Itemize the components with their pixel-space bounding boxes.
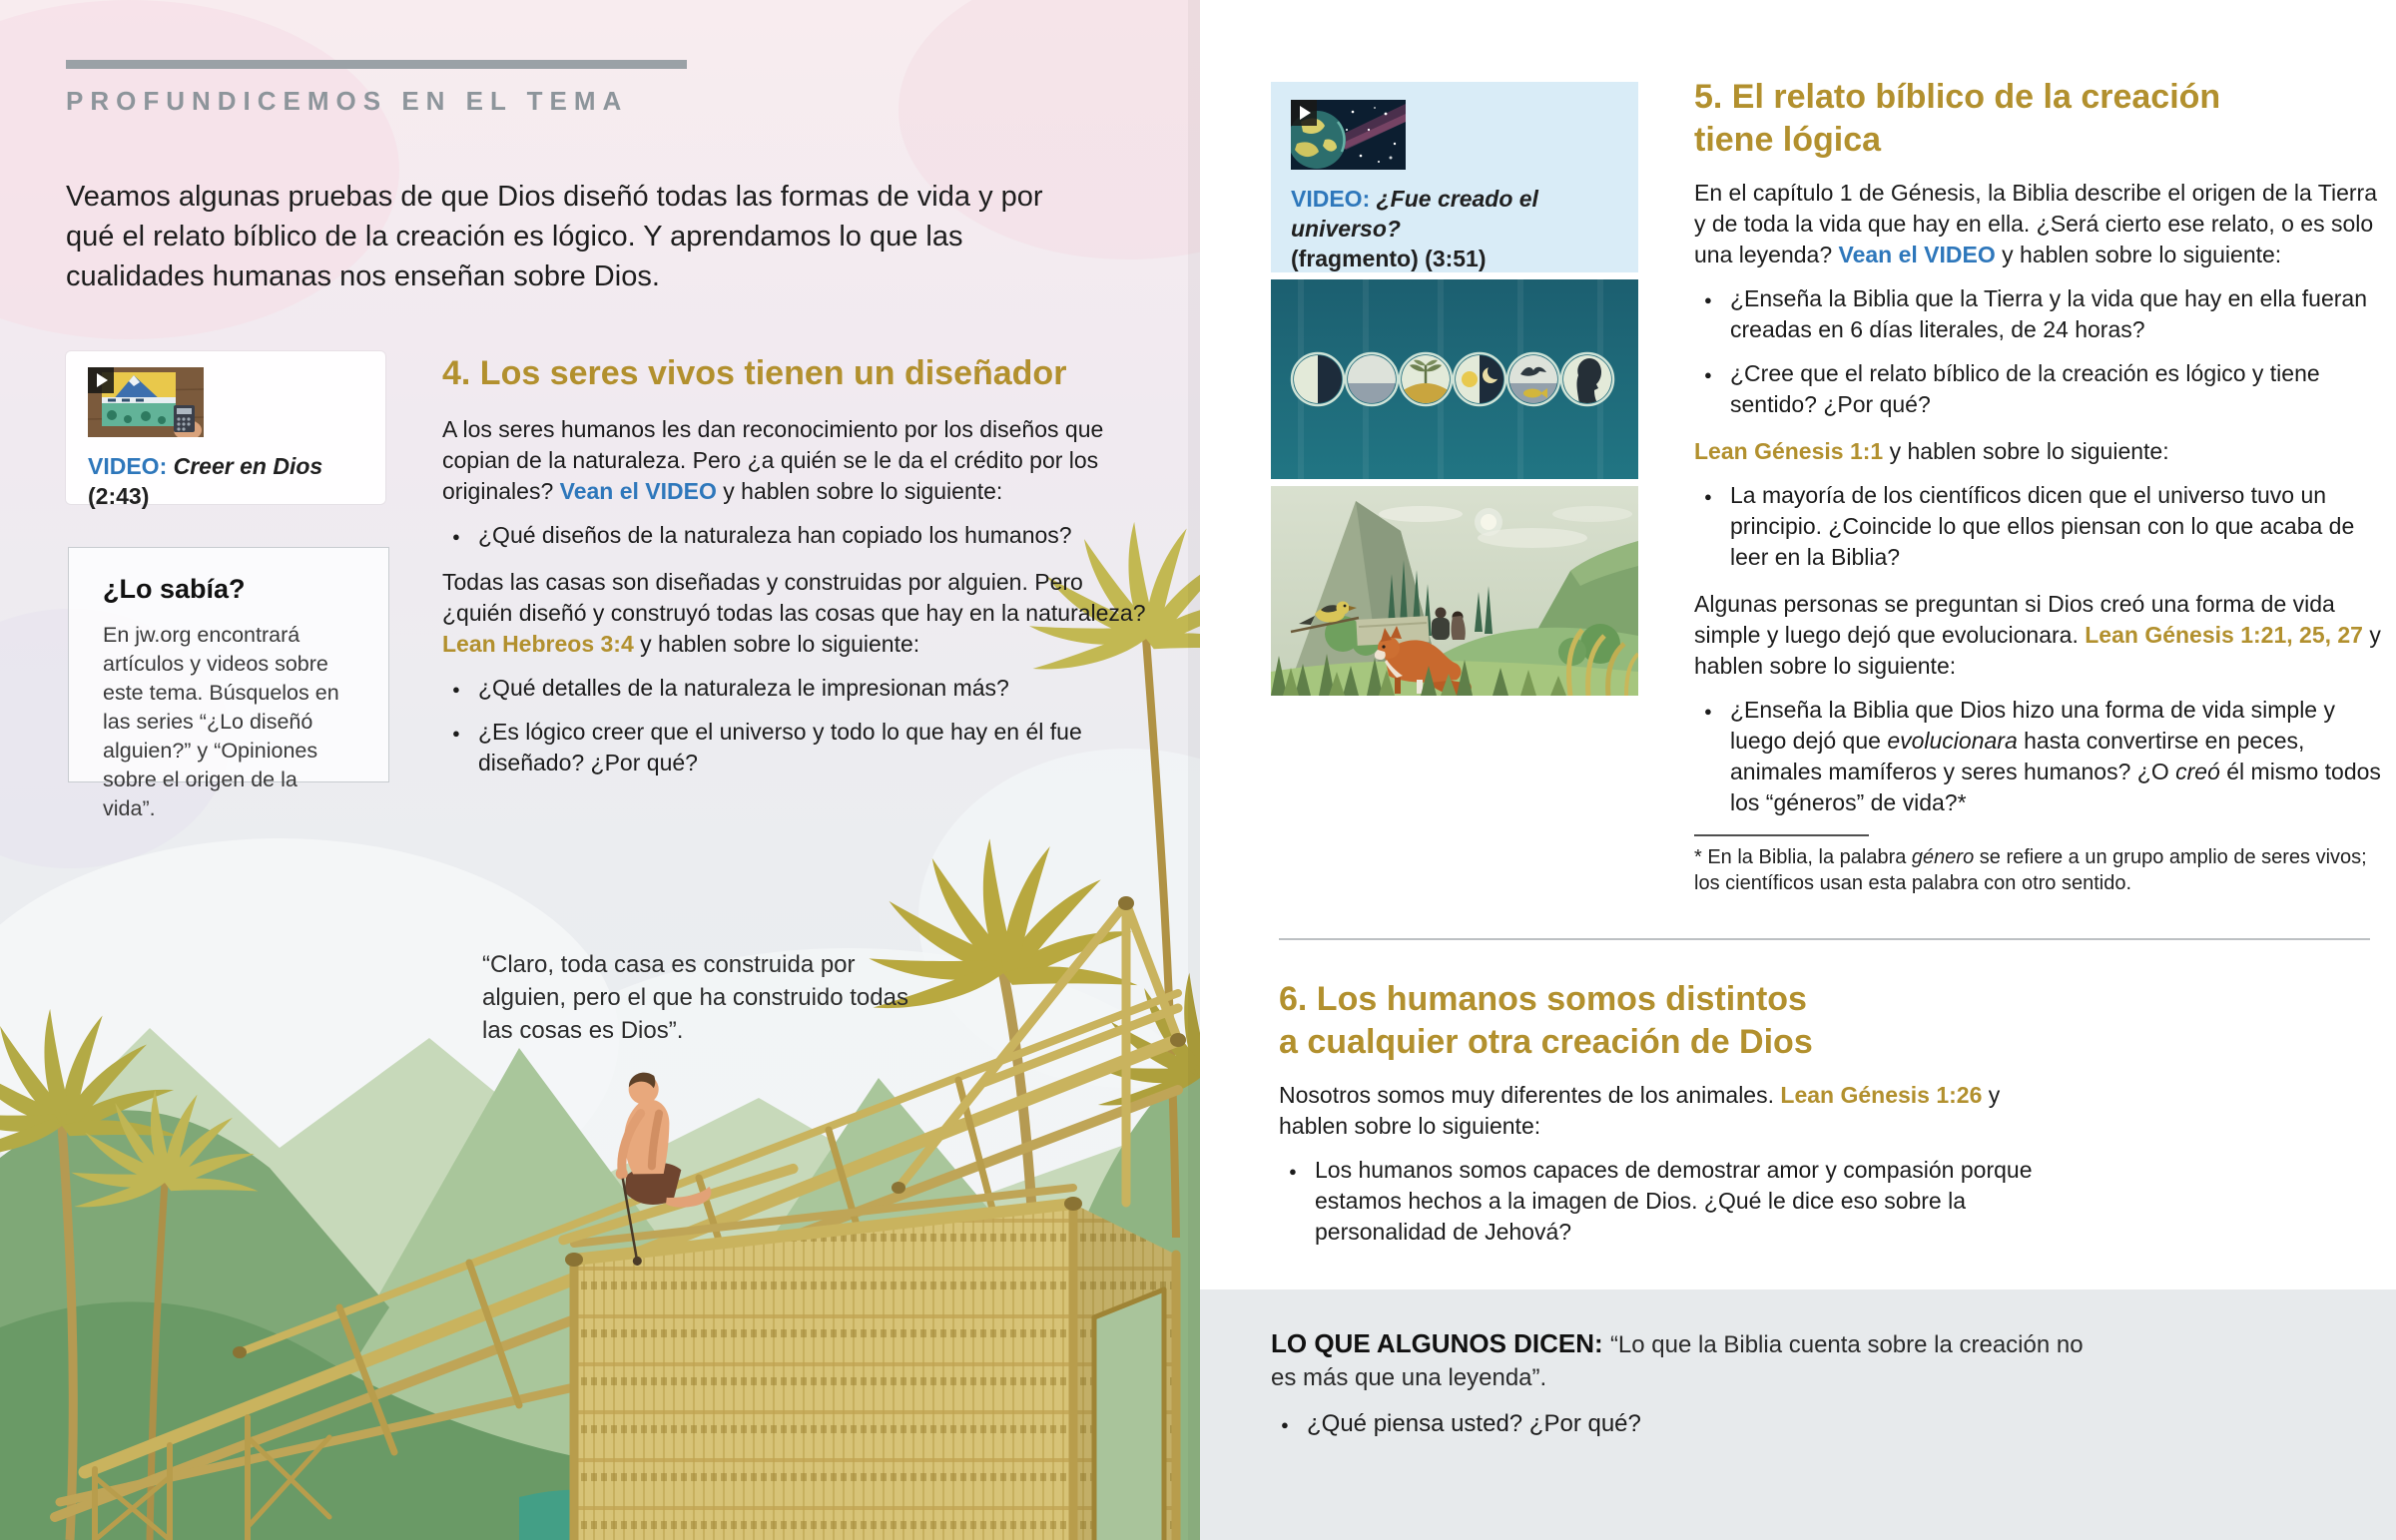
discussion-question: ● ¿Qué detalles de la naturaleza le impresionan más? — [442, 673, 1153, 704]
section-6-heading: 6. Los humanos somos distintos a cualquier otra creación de Dios — [1279, 980, 1813, 1061]
intro-paragraph: Veamos algunas pruebas de que Dios diseñó todas las formas de vida y por qué el relato bíblico de la creación es lógico. Y aprendamos lo que las cualidades humanas nos enseñan sobre Dios. — [66, 181, 1043, 292]
video-label[interactable]: VIDEO: — [1291, 186, 1371, 212]
discussion-question: ● Los humanos somos capaces de demostrar amor y compasión porque estamos hechos a la imagen de Dios. ¿Qué le dice eso sobre la personalidad de Jehová? — [1279, 1155, 2048, 1248]
footnote-rule — [1694, 834, 1869, 836]
page-kicker: PROFUNDICEMOS EN EL TEMA — [66, 86, 629, 116]
section-4 — [442, 352, 1153, 778]
section-4-paragraph-1: A los seres humanos les dan reconocimiento por los diseños que copian de la naturaleza. Pero ¿a quién se le da el crédito por los originales? Vean el VIDEO y hablen sobre lo siguiente: — [442, 416, 1104, 504]
section-4-heading: 4. Los seres vivos tienen un diseñador — [442, 354, 1067, 392]
play-icon[interactable] — [1291, 100, 1317, 126]
creation-days-image — [1271, 279, 1638, 479]
section-5-lean-line: Lean Génesis 1:1 y hablen sobre lo siguiente: — [1694, 438, 2169, 464]
light-and-darkness-icon — [1292, 353, 1344, 405]
what-some-say-paragraph: LO QUE ALGUNOS DICEN: “Lo que la Biblia cuenta sobre la creación no es más que una leyenda”. — [1271, 1328, 2084, 1391]
watch-video-link[interactable]: Vean el VIDEO — [559, 478, 717, 504]
discussion-question: ● ¿Qué piensa usted? ¿Por qué? — [1271, 1407, 2090, 1440]
video-card-creer-en-dios — [66, 351, 385, 509]
discussion-question: ● ¿Enseña la Biblia que la Tierra y la vida que hay en ella fueran creadas en 6 días literales, de 24 horas? — [1694, 283, 2383, 345]
video-thumbnail[interactable] — [88, 367, 204, 437]
video-caption — [88, 451, 372, 511]
discussion-question: ● La mayoría de los científicos dicen que el universo tuvo un principio. ¿Coincide lo que ellos piensan con lo que acaba de leer en la Biblia? — [1694, 480, 2383, 573]
question-list — [1271, 1407, 2090, 1440]
right-page — [1200, 0, 2396, 1540]
door-opening — [1094, 1289, 1164, 1540]
sun-and-moon-icon — [1454, 353, 1505, 405]
sky-and-water-icon — [1346, 353, 1398, 405]
scripture-link-genesis-1-21-25-27[interactable]: Lean Génesis 1:21, 25, 27 — [2085, 622, 2363, 648]
question-list — [1694, 283, 2383, 420]
scripture-link-genesis-1-1[interactable]: Lean Génesis 1:1 — [1694, 438, 1884, 464]
section-4-paragraph-2: Todas las casas son diseñadas y construidas por alguien. Pero ¿quién diseñó y construyó todas las cosas que hay en la naturaleza? Lean Hebreos 3:4 y hablen sobre lo siguiente: — [442, 569, 1146, 657]
section-6-paragraph: Nosotros somos muy diferentes de los animales. Lean Génesis 1:26 y hablen sobre lo siguiente: — [1279, 1082, 2001, 1139]
scripture-link-hebreos-3-4[interactable]: Lean Hebreos 3:4 — [442, 631, 634, 657]
pull-quote: “Claro, toda casa es construida por alguien, pero el que ha construido todas las cosas es Dios”. — [482, 951, 908, 1044]
question-list — [1694, 695, 2383, 818]
section-rule — [66, 60, 687, 69]
section-5-heading: 5. El relato bíblico de la creación tiene lógica — [1694, 78, 2221, 159]
video-title: Creer en Dios — [173, 453, 323, 479]
question-list — [442, 520, 1153, 551]
section-divider — [1279, 938, 2370, 940]
video-duration: (2:43) — [88, 483, 150, 509]
watch-video-link[interactable]: Vean el VIDEO — [1838, 242, 1996, 267]
section-5 — [1694, 76, 2383, 896]
video-thumbnail[interactable] — [1291, 100, 1406, 170]
video-title: ¿Fue creado el universo? — [1291, 186, 1538, 242]
video-label[interactable]: VIDEO: — [88, 453, 168, 479]
human-icon — [1561, 353, 1613, 405]
discussion-question: ● ¿Qué diseños de la naturaleza han copiado los humanos? — [442, 520, 1153, 551]
discussion-question: ● ¿Cree que el relato bíblico de la creación es lógico y tiene sentido? ¿Por qué? — [1694, 358, 2383, 420]
section-5-paragraph-1: En el capítulo 1 de Génesis, la Biblia describe el origen de la Tierra y de toda la vida que hay en ella. ¿Será cierto ese relato, o es solo una leyenda? Vean el VIDEO y hablen sobre lo siguiente: — [1694, 180, 2378, 267]
did-you-know-box — [68, 547, 389, 820]
video-caption — [1291, 184, 1620, 273]
discussion-question: ● ¿Es lógico creer que el universo y todo lo que hay en él fue diseñado? ¿Por qué? — [442, 717, 1153, 778]
question-list — [1279, 1155, 2048, 1248]
footnote: * En la Biblia, la palabra género se refiere a un grupo amplio de seres vivos; los científicos usan esta palabra con otro sentido. — [1694, 846, 2367, 894]
section-5-paragraph-2: Algunas personas se preguntan si Dios creó una forma de vida simple y luego dejó que evolucionara. Lean Génesis 1:21, 25, 27 y hablen sobre lo siguiente: — [1694, 591, 2381, 679]
what-some-say-box — [1200, 1289, 2396, 1540]
question-list — [442, 673, 1153, 778]
what-some-say-label: LO QUE ALGUNOS DICEN: — [1271, 1328, 1610, 1358]
video-note: (fragmento) (3:51) — [1291, 246, 1487, 271]
birds-and-fish-icon — [1507, 353, 1559, 405]
did-you-know-title: ¿Lo sabía? — [103, 574, 246, 604]
video-card-universo — [1271, 82, 1638, 272]
question-list — [1694, 480, 2383, 573]
did-you-know-body: En jw.org encontrará artículos y videos sobre este tema. Búsquelos en las series “¿Lo diseñó alguien?” y “Opiniones sobre el origen de la vida”. — [103, 623, 339, 820]
scripture-link-genesis-1-26[interactable]: Lean Génesis 1:26 — [1780, 1082, 1983, 1108]
section-6 — [1279, 978, 2048, 1248]
discussion-question: ● ¿Enseña la Biblia que Dios hizo una forma de vida simple y luego dejó que evolucionara hasta convertirse en peces, animales mamíferos y seres humanos? ¿O creó él mismo todos los “géneros” de vida?* — [1694, 695, 2383, 818]
play-icon[interactable] — [88, 367, 114, 393]
creation-landscape-image — [1271, 486, 1638, 696]
land-and-plants-icon — [1400, 353, 1452, 405]
